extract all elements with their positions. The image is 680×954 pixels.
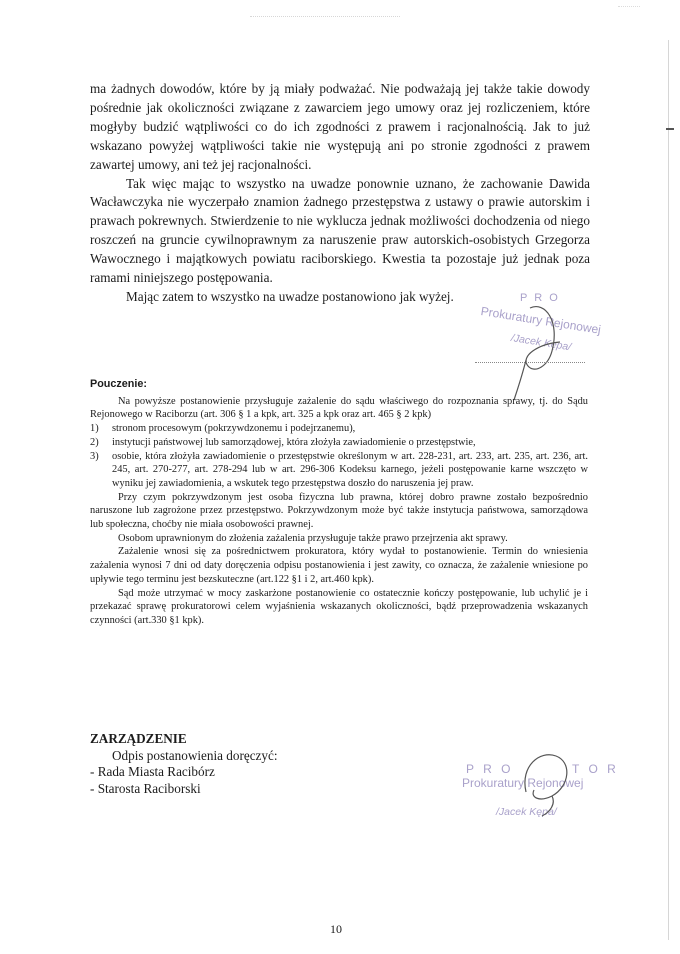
list-number: 2) bbox=[90, 436, 99, 448]
list-item bbox=[90, 422, 588, 436]
list-item bbox=[90, 436, 588, 450]
list-number: 3) bbox=[90, 450, 99, 462]
body-paragraph: Tak więc mając to wszystko na uwadze ponownie uznano, że zachowanie Dawida Wacławczyka nie wyczerpało znamion żadnego przestępstwa z ustawy o prawie autorskim i prawach pokrewnych. Stwierdzenie to nie wyklucza jednak możliwości dochodzenia od niego roszczeń na gruncie cywilnoprawnym za naruszenie praw autorskich-osobistych Grzegorza Wawocznego i majątkowych powiatu raciborskiego. Kwestia ta pozostaje już jednak poza ramami niniejszego postępowania. bbox=[90, 175, 590, 286]
signature-line bbox=[475, 362, 585, 363]
notice-heading: Pouczenie: bbox=[90, 378, 147, 390]
entitled-list bbox=[90, 422, 588, 491]
list-text: osobie, która złożyła zawiadomienie o przestępstwie określonym w art. 228-231, art. 233, art. 235, art. 236, art. 245, art. 270-277, art. 278-294 lub w art. 296-306 Kodeksu karnego, jeżeli postępowanie karne wszczęto w wyniku jej zawiadomienia, a wskutek tego przestępstwa doszło do naruszenia jej praw. bbox=[112, 450, 588, 489]
list-item bbox=[90, 450, 588, 491]
notice-paragraph: Sąd może utrzymać w mocy zaskarżone postanowienie co ostatecznie kończy postępowanie, lub uchylić je i przekazać sprawę prokuratorowi celem wyjaśnienia wskazanych okoliczności, bądź przeprowadzenia wskazanych czynności (art.330 §1 kpk). bbox=[90, 587, 588, 626]
notice-paragraph: Na powyższe postanowienie przysługuje zażalenie do sądu właściwego do rozpoznania sprawy, tj. do Sądu Rejonowego w Raciborzu (art. 306 § 1 a kpk, art. 325 a kpk oraz art. 465 § 2 kpk) bbox=[90, 395, 588, 421]
scan-artifact bbox=[250, 16, 400, 20]
decision-body bbox=[90, 80, 590, 307]
body-paragraph: Mając zatem to wszystko na uwadze postanowiono jak wyżej. bbox=[126, 288, 454, 304]
stamp-line: Prokuratury Rejonowej bbox=[479, 304, 602, 337]
order-subtitle: Odpis postanowienia doręczyć: bbox=[112, 747, 278, 763]
page-edge-mark bbox=[666, 128, 674, 130]
handwritten-signature bbox=[490, 746, 600, 826]
recipient: - Rada Miasta Racibórz bbox=[90, 764, 215, 779]
list-text: instytucji państwowej lub samorządowej, która złożyła zawiadomienie o przestępstwie, bbox=[112, 436, 476, 448]
stamp-line: P R O bbox=[520, 292, 560, 304]
page-edge bbox=[668, 40, 669, 940]
stamp-line: Prokuratury Rejonowej bbox=[462, 776, 584, 790]
order-title: ZARZĄDZENIE bbox=[90, 731, 187, 746]
instruction-section bbox=[90, 378, 588, 628]
list-text: stronom procesowym (pokrzywdzonemu i podejrzanemu), bbox=[112, 423, 356, 435]
stamp-line: T O R bbox=[572, 762, 619, 776]
scan-artifact bbox=[618, 6, 640, 23]
order-section bbox=[90, 731, 278, 797]
page-number: 10 bbox=[330, 922, 342, 936]
stamp-line: /Jacek Kępa/ bbox=[496, 806, 557, 818]
body-paragraph: ma żadnych dowodów, które by ją miały podważać. Nie podważają jej także takie dowody pośrednie jak okoliczności związane z zawarciem jego umowy oraz jej rozliczeniem, które mogłyby budzić wątpliwości co do ich zgodności z prawem i racjonalnością. Jak to już wskazano powyżej wątpliwości takie nie występują ani po stronie zgodności z prawem zawartej umowy, ani też jej racjonalności. bbox=[90, 81, 590, 172]
list-number: 1) bbox=[90, 423, 99, 435]
stamp-line: /Jacek Kępa/ bbox=[510, 332, 572, 354]
notice-paragraph: Osobom uprawnionym do złożenia zażalenia przysługuje także prawo przejrzenia akt sprawy. bbox=[118, 532, 508, 544]
recipient: - Starosta Raciborski bbox=[90, 780, 201, 796]
notice-paragraph: Zażalenie wnosi się za pośrednictwem prokuratora, który wydał to postanowienie. Termin do wniesienia zażalenia wynosi 7 dni od daty doręczenia odpisu postanowienia i jest zawity, co oznacza, że zażalenie wniesione po upływie tego terminu jest bezskuteczne (art.122 §1 i 2, art.460 kpk). bbox=[90, 546, 588, 585]
stamp-line: P R O bbox=[466, 762, 514, 776]
notice-paragraph: Przy czym pokrzywdzonym jest osoba fizyczna lub prawna, której dobro prawne zostało bezpośrednio naruszone lub zagrożone przez przestępstwo. Pokrzywdzonym może być także instytucja państwowa, samorządowa lub społeczna, choćby nie miała osobowości prawnej. bbox=[90, 491, 588, 531]
